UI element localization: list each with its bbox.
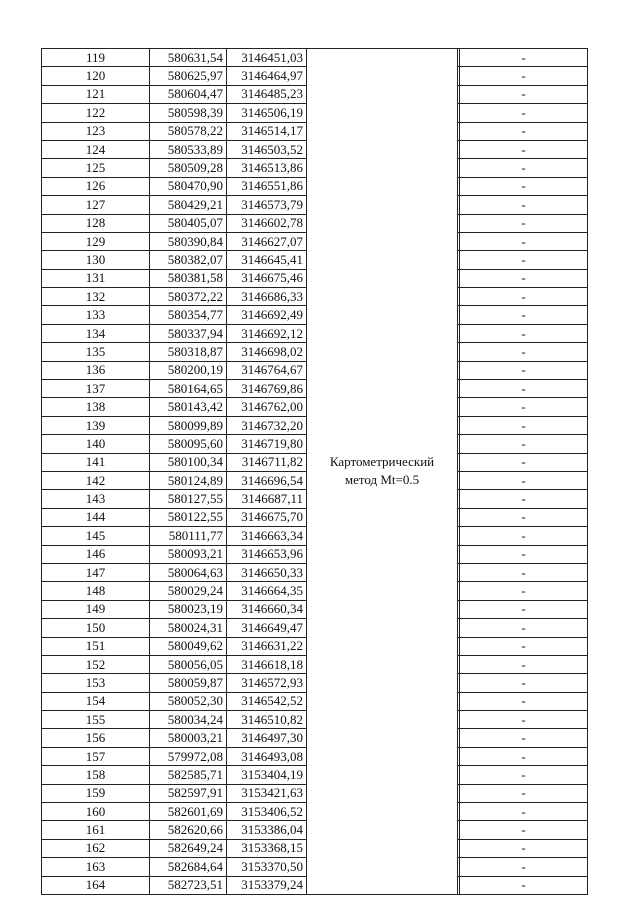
x-coordinate-cell: 580095,60 [150, 435, 227, 453]
x-coordinate-cell: 580509,28 [150, 159, 227, 177]
x-coordinate-cell: 580200,19 [150, 361, 227, 379]
point-number-cell: 148 [42, 582, 150, 600]
point-number-cell: 120 [42, 67, 150, 85]
x-coordinate-cell: 582649,24 [150, 839, 227, 857]
accuracy-cell: - [460, 159, 588, 177]
accuracy-cell: - [460, 729, 588, 747]
y-coordinate-cell: 3153406,52 [227, 803, 307, 821]
y-coordinate-cell: 3146719,80 [227, 435, 307, 453]
y-coordinate-cell: 3146602,78 [227, 214, 307, 232]
accuracy-cell: - [460, 619, 588, 637]
x-coordinate-cell: 582620,66 [150, 821, 227, 839]
point-number-cell: 140 [42, 435, 150, 453]
point-number-cell: 164 [42, 876, 150, 894]
y-coordinate-cell: 3146664,35 [227, 582, 307, 600]
x-coordinate-cell: 580034,24 [150, 711, 227, 729]
x-coordinate-cell: 580164,65 [150, 380, 227, 398]
accuracy-cell: - [460, 361, 588, 379]
accuracy-cell: - [460, 527, 588, 545]
point-number-cell: 161 [42, 821, 150, 839]
point-number-cell: 149 [42, 600, 150, 618]
y-coordinate-cell: 3146572,93 [227, 674, 307, 692]
x-coordinate-cell: 580023,19 [150, 600, 227, 618]
x-coordinate-cell: 580381,58 [150, 269, 227, 287]
point-number-cell: 154 [42, 692, 150, 710]
point-number-cell: 141 [42, 453, 150, 471]
method-line-2: метод Mt=0.5 [344, 472, 420, 488]
accuracy-cell: - [460, 600, 588, 618]
x-coordinate-cell: 580337,94 [150, 324, 227, 342]
y-coordinate-cell: 3153386,04 [227, 821, 307, 839]
point-number-cell: 137 [42, 380, 150, 398]
y-coordinate-cell: 3146687,11 [227, 490, 307, 508]
y-coordinate-cell: 3146464,97 [227, 67, 307, 85]
accuracy-cell: - [460, 803, 588, 821]
point-number-cell: 124 [42, 140, 150, 158]
x-coordinate-cell: 582585,71 [150, 766, 227, 784]
y-coordinate-cell: 3146493,08 [227, 747, 307, 765]
y-coordinate-cell: 3146510,82 [227, 711, 307, 729]
point-number-cell: 158 [42, 766, 150, 784]
x-coordinate-cell: 580029,24 [150, 582, 227, 600]
x-coordinate-cell: 580100,34 [150, 453, 227, 471]
y-coordinate-cell: 3153368,15 [227, 839, 307, 857]
y-coordinate-cell: 3146650,33 [227, 563, 307, 581]
y-coordinate-cell: 3146497,30 [227, 729, 307, 747]
accuracy-cell: - [460, 324, 588, 342]
y-coordinate-cell: 3153404,19 [227, 766, 307, 784]
accuracy-cell: - [460, 122, 588, 140]
y-coordinate-cell: 3146762,00 [227, 398, 307, 416]
accuracy-cell: - [460, 306, 588, 324]
method-line-1: Картометрический [329, 454, 435, 470]
x-coordinate-cell: 580093,21 [150, 545, 227, 563]
accuracy-cell: - [460, 85, 588, 103]
table-row [42, 49, 588, 67]
y-coordinate-cell: 3146675,70 [227, 508, 307, 526]
y-coordinate-cell: 3153370,50 [227, 858, 307, 876]
accuracy-cell: - [460, 416, 588, 434]
x-coordinate-cell: 580122,55 [150, 508, 227, 526]
accuracy-cell: - [460, 821, 588, 839]
accuracy-cell: - [460, 232, 588, 250]
point-number-cell: 130 [42, 251, 150, 269]
y-coordinate-cell: 3146696,54 [227, 471, 307, 489]
accuracy-cell: - [460, 288, 588, 306]
x-coordinate-cell: 580124,89 [150, 471, 227, 489]
point-number-cell: 142 [42, 471, 150, 489]
accuracy-cell: - [460, 177, 588, 195]
point-number-cell: 129 [42, 232, 150, 250]
point-number-cell: 136 [42, 361, 150, 379]
x-coordinate-cell: 580143,42 [150, 398, 227, 416]
accuracy-cell: - [460, 251, 588, 269]
point-number-cell: 131 [42, 269, 150, 287]
accuracy-cell: - [460, 747, 588, 765]
y-coordinate-cell: 3153379,24 [227, 876, 307, 894]
point-number-cell: 146 [42, 545, 150, 563]
y-coordinate-cell: 3146514,17 [227, 122, 307, 140]
accuracy-cell: - [460, 453, 588, 471]
y-coordinate-cell: 3146618,18 [227, 655, 307, 673]
x-coordinate-cell: 580578,22 [150, 122, 227, 140]
accuracy-cell: - [460, 398, 588, 416]
y-coordinate-cell: 3146764,67 [227, 361, 307, 379]
coordinates-table [41, 48, 588, 895]
x-coordinate-cell: 580056,05 [150, 655, 227, 673]
y-coordinate-cell: 3146451,03 [227, 49, 307, 67]
accuracy-cell: - [460, 637, 588, 655]
x-coordinate-cell: 580099,89 [150, 416, 227, 434]
point-number-cell: 150 [42, 619, 150, 637]
accuracy-cell: - [460, 67, 588, 85]
x-coordinate-cell: 580318,87 [150, 343, 227, 361]
accuracy-cell: - [460, 196, 588, 214]
point-number-cell: 162 [42, 839, 150, 857]
accuracy-cell: - [460, 508, 588, 526]
x-coordinate-cell: 580064,63 [150, 563, 227, 581]
point-number-cell: 163 [42, 858, 150, 876]
point-number-cell: 139 [42, 416, 150, 434]
y-coordinate-cell: 3146653,96 [227, 545, 307, 563]
x-coordinate-cell: 580052,30 [150, 692, 227, 710]
point-number-cell: 122 [42, 104, 150, 122]
y-coordinate-cell: 3146485,23 [227, 85, 307, 103]
x-coordinate-cell: 580354,77 [150, 306, 227, 324]
y-coordinate-cell: 3146663,34 [227, 527, 307, 545]
point-number-cell: 153 [42, 674, 150, 692]
y-coordinate-cell: 3146769,86 [227, 380, 307, 398]
x-coordinate-cell: 580405,07 [150, 214, 227, 232]
x-coordinate-cell: 582723,51 [150, 876, 227, 894]
point-number-cell: 135 [42, 343, 150, 361]
accuracy-cell: - [460, 269, 588, 287]
accuracy-cell: - [460, 858, 588, 876]
x-coordinate-cell: 582684,64 [150, 858, 227, 876]
point-number-cell: 157 [42, 747, 150, 765]
x-coordinate-cell: 580625,97 [150, 67, 227, 85]
accuracy-cell: - [460, 784, 588, 802]
point-number-cell: 138 [42, 398, 150, 416]
y-coordinate-cell: 3146573,79 [227, 196, 307, 214]
accuracy-cell: - [460, 104, 588, 122]
accuracy-cell: - [460, 343, 588, 361]
y-coordinate-cell: 3153421,63 [227, 784, 307, 802]
x-coordinate-cell: 580631,54 [150, 49, 227, 67]
x-coordinate-cell: 580382,07 [150, 251, 227, 269]
accuracy-cell: - [460, 563, 588, 581]
y-coordinate-cell: 3146711,82 [227, 453, 307, 471]
x-coordinate-cell: 580604,47 [150, 85, 227, 103]
y-coordinate-cell: 3146692,49 [227, 306, 307, 324]
x-coordinate-cell: 580049,62 [150, 637, 227, 655]
accuracy-cell: - [460, 711, 588, 729]
accuracy-cell: - [460, 471, 588, 489]
point-number-cell: 144 [42, 508, 150, 526]
coordinates-table-body [42, 49, 588, 895]
y-coordinate-cell: 3146698,02 [227, 343, 307, 361]
y-coordinate-cell: 3146513,86 [227, 159, 307, 177]
x-coordinate-cell: 580059,87 [150, 674, 227, 692]
x-coordinate-cell: 580470,90 [150, 177, 227, 195]
x-coordinate-cell: 582601,69 [150, 803, 227, 821]
y-coordinate-cell: 3146692,12 [227, 324, 307, 342]
accuracy-cell: - [460, 655, 588, 673]
y-coordinate-cell: 3146627,07 [227, 232, 307, 250]
accuracy-cell: - [460, 49, 588, 67]
x-coordinate-cell: 580429,21 [150, 196, 227, 214]
point-number-cell: 152 [42, 655, 150, 673]
y-coordinate-cell: 3146732,20 [227, 416, 307, 434]
point-number-cell: 123 [42, 122, 150, 140]
accuracy-cell: - [460, 140, 588, 158]
x-coordinate-cell: 580024,31 [150, 619, 227, 637]
accuracy-cell: - [460, 692, 588, 710]
accuracy-cell: - [460, 766, 588, 784]
y-coordinate-cell: 3146542,52 [227, 692, 307, 710]
point-number-cell: 160 [42, 803, 150, 821]
point-number-cell: 159 [42, 784, 150, 802]
point-number-cell: 143 [42, 490, 150, 508]
point-number-cell: 134 [42, 324, 150, 342]
accuracy-cell: - [460, 214, 588, 232]
x-coordinate-cell: 580127,55 [150, 490, 227, 508]
accuracy-cell: - [460, 876, 588, 894]
point-number-cell: 133 [42, 306, 150, 324]
y-coordinate-cell: 3146506,19 [227, 104, 307, 122]
point-number-cell: 128 [42, 214, 150, 232]
accuracy-cell: - [460, 545, 588, 563]
point-number-cell: 155 [42, 711, 150, 729]
accuracy-cell: - [460, 582, 588, 600]
y-coordinate-cell: 3146551,86 [227, 177, 307, 195]
point-number-cell: 119 [42, 49, 150, 67]
y-coordinate-cell: 3146503,52 [227, 140, 307, 158]
point-number-cell: 126 [42, 177, 150, 195]
x-coordinate-cell: 582597,91 [150, 784, 227, 802]
y-coordinate-cell: 3146645,41 [227, 251, 307, 269]
y-coordinate-cell: 3146660,34 [227, 600, 307, 618]
accuracy-cell: - [460, 839, 588, 857]
y-coordinate-cell: 3146686,33 [227, 288, 307, 306]
x-coordinate-cell: 580003,21 [150, 729, 227, 747]
point-number-cell: 132 [42, 288, 150, 306]
y-coordinate-cell: 3146631,22 [227, 637, 307, 655]
y-coordinate-cell: 3146649,47 [227, 619, 307, 637]
accuracy-cell: - [460, 380, 588, 398]
point-number-cell: 145 [42, 527, 150, 545]
point-number-cell: 125 [42, 159, 150, 177]
accuracy-cell: - [460, 490, 588, 508]
x-coordinate-cell: 580533,89 [150, 140, 227, 158]
point-number-cell: 121 [42, 85, 150, 103]
point-number-cell: 156 [42, 729, 150, 747]
accuracy-cell: - [460, 674, 588, 692]
x-coordinate-cell: 580390,84 [150, 232, 227, 250]
method-cell [307, 49, 458, 895]
point-number-cell: 147 [42, 563, 150, 581]
point-number-cell: 151 [42, 637, 150, 655]
x-coordinate-cell: 580372,22 [150, 288, 227, 306]
x-coordinate-cell: 580111,77 [150, 527, 227, 545]
x-coordinate-cell: 579972,08 [150, 747, 227, 765]
accuracy-cell: - [460, 435, 588, 453]
y-coordinate-cell: 3146675,46 [227, 269, 307, 287]
point-number-cell: 127 [42, 196, 150, 214]
x-coordinate-cell: 580598,39 [150, 104, 227, 122]
